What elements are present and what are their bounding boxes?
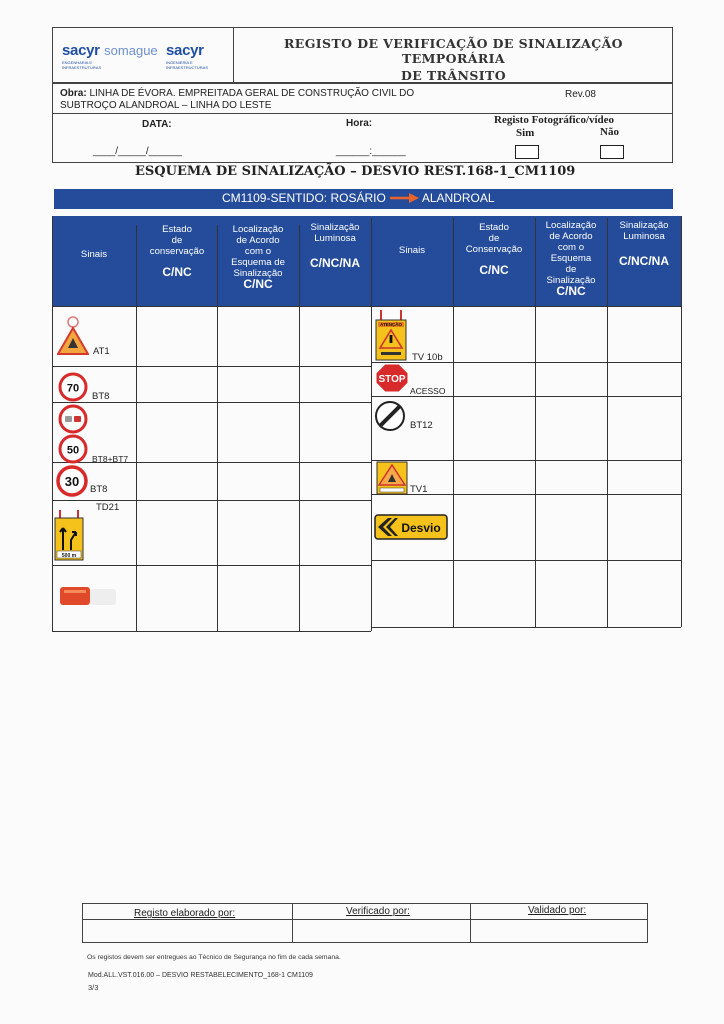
atencao-text: ATENÇÃO xyxy=(380,322,402,327)
logo-text-somague: somague xyxy=(104,43,158,58)
th-lum-right xyxy=(607,220,681,267)
stop-sign-icon xyxy=(375,363,409,398)
obra-text xyxy=(60,88,540,112)
th-estado-left-3: conservação xyxy=(149,246,205,257)
sign-label-bt12: BT12 xyxy=(410,420,433,431)
desvio-text: Desvio xyxy=(401,521,441,535)
arrow-right-icon xyxy=(389,192,419,206)
elaborado-field[interactable] xyxy=(83,920,291,942)
sign-label-bt8-2: BT8 xyxy=(90,484,108,495)
document-title xyxy=(234,36,673,83)
hora-field[interactable]: ______:______ xyxy=(336,146,406,157)
nao-checkbox[interactable] xyxy=(600,145,624,159)
th-estado-left-code: C/NC xyxy=(162,265,192,279)
logo-sacyr-somague xyxy=(62,42,158,70)
th-estado-left xyxy=(137,224,217,278)
th-loc-left-4: Esquema de xyxy=(231,257,285,268)
logo-text-sacyr: sacyr xyxy=(62,42,100,59)
obra-line-1: LINHA DE ÉVORA. EMPREITADA GERAL DE CONSTRUÇÃO CIVIL DO xyxy=(89,88,415,99)
th-loc-right-3: com o xyxy=(557,242,585,253)
roadworks-sign-icon xyxy=(376,461,408,500)
desvio-sign-icon xyxy=(374,514,448,545)
direction-from: CM1109-SENTIDO: ROSÁRIO xyxy=(222,191,386,205)
sign-label-bt8-bt7: BT8+BT7 xyxy=(92,454,129,464)
logo-sub-2: INFRAESTRUTURAS xyxy=(62,65,102,70)
logo-sacyr xyxy=(166,42,208,70)
sim-checkbox[interactable] xyxy=(515,145,539,159)
sign-label-at1: AT1 xyxy=(93,346,110,357)
revision: Rev.08 xyxy=(565,89,596,100)
direction-to: ALANDROAL xyxy=(421,191,495,205)
th-sinais-left xyxy=(52,249,136,260)
direction-text xyxy=(222,191,495,206)
verificado-field[interactable] xyxy=(293,920,469,942)
th-loc-left-1: Localização xyxy=(232,224,284,235)
speed-limit-70-icon xyxy=(58,372,88,407)
sign-at1-icon xyxy=(57,316,89,361)
th-loc-left-2: de Acordo xyxy=(236,235,280,246)
th-lum-left-1: Sinalização xyxy=(310,222,360,233)
th-loc-right-5: de xyxy=(565,264,577,275)
th-sinais-right xyxy=(372,245,452,256)
speed-30-text: 30 xyxy=(64,474,80,489)
th-estado-right-1: Estado xyxy=(479,222,509,233)
th-lum-left-2: Luminosa xyxy=(314,233,356,244)
th-loc-right xyxy=(535,220,607,297)
th-estado-right-3: Conservação xyxy=(465,244,523,255)
page-number: 3/3 xyxy=(88,983,99,992)
th-loc-left-code: C/NC xyxy=(243,277,273,291)
logo-text-sacyr-2: sacyr xyxy=(166,42,204,59)
data-field[interactable]: ____/_____/______ xyxy=(93,146,182,157)
speed-limit-30-icon xyxy=(56,465,88,502)
sign-label-td21: TD21 xyxy=(96,502,120,513)
speed-50-text: 50 xyxy=(66,444,80,457)
elaborado-label: Registo elaborado por: xyxy=(134,908,236,919)
th-loc-right-4: Esquema xyxy=(550,253,592,264)
th-loc-left xyxy=(217,224,299,290)
th-lum-left xyxy=(299,222,371,269)
obra-label: Obra: xyxy=(60,88,87,99)
th-sinais-left-text: Sinais xyxy=(80,249,108,260)
th-estado-right-2: de xyxy=(488,233,500,244)
sign-label-tv1: TV1 xyxy=(410,484,428,495)
logo-sub-4: INFRAESTRUCTURAS xyxy=(166,65,209,70)
atencao-sign-icon xyxy=(375,310,407,367)
td21-sign-icon xyxy=(54,510,84,567)
end-restriction-icon xyxy=(374,400,406,437)
th-loc-right-1: Localização xyxy=(545,220,597,231)
th-estado-right xyxy=(453,222,535,276)
scheme-title: ESQUEMA DE SINALIZAÇÃO – DESVIO REST.168-1_CM1109 xyxy=(135,164,576,179)
nao-label: Não xyxy=(600,126,619,138)
th-loc-left-5: Sinalização xyxy=(233,268,283,279)
th-loc-right-2: de Acordo xyxy=(549,231,593,242)
sign-label-bt8-1: BT8 xyxy=(92,391,110,402)
th-lum-right-1: Sinalização xyxy=(619,220,669,231)
th-estado-right-code: C/NC xyxy=(479,263,509,277)
sim-label: Sim xyxy=(516,127,535,139)
title-line-1: REGISTO DE VERIFICAÇÃO DE SINALIZAÇÃO TEMPORÁRIA xyxy=(284,36,623,66)
th-estado-left-2: de xyxy=(171,235,183,246)
title-line-2: DE TRÂNSITO xyxy=(401,68,506,83)
logo-sub-3: INGENIERÍA E xyxy=(166,60,193,65)
th-loc-left-3: com o xyxy=(244,246,272,257)
submission-note: Os registos devem ser entregues ao Técnico de Segurança no fim de cada semana. xyxy=(87,954,341,961)
speed-limit-50-icon xyxy=(58,434,88,469)
speed-70-text: 70 xyxy=(66,382,80,395)
logo-sub-1: ENGENHARIA E xyxy=(62,60,93,65)
th-lum-left-code: C/NC/NA xyxy=(310,256,360,270)
td21-distance-text: 500 m xyxy=(61,553,77,559)
th-lum-right-code: C/NC/NA xyxy=(619,254,669,268)
obra-line-2: SUBTROÇO ALANDROAL – LINHA DO LESTE xyxy=(60,100,272,111)
model-reference: Mod.ALL.VST.016.00 – DESVIO RESTABELECIMENTO_168-1 CM1109 xyxy=(88,972,313,979)
barrier-icon xyxy=(58,585,118,612)
sign-label-tv10b: TV 10b xyxy=(412,352,443,363)
th-loc-right-6: Sinalização xyxy=(546,275,596,286)
data-label: DATA: xyxy=(142,119,172,130)
stop-text: STOP xyxy=(378,374,406,385)
validado-field[interactable] xyxy=(471,920,647,942)
hora-label: Hora: xyxy=(346,118,373,129)
th-estado-left-1: Estado xyxy=(162,224,192,235)
th-sinais-right-text: Sinais xyxy=(398,245,426,256)
th-loc-right-code: C/NC xyxy=(556,284,586,298)
th-lum-right-2: Luminosa xyxy=(623,231,665,242)
sign-label-acesso: ACESSO xyxy=(410,386,446,396)
registo-foto-label: Registo Fotográfico/vídeo xyxy=(494,114,615,126)
verificado-label: Verificado por: xyxy=(346,906,410,917)
validado-label: Validado por: xyxy=(528,905,587,916)
